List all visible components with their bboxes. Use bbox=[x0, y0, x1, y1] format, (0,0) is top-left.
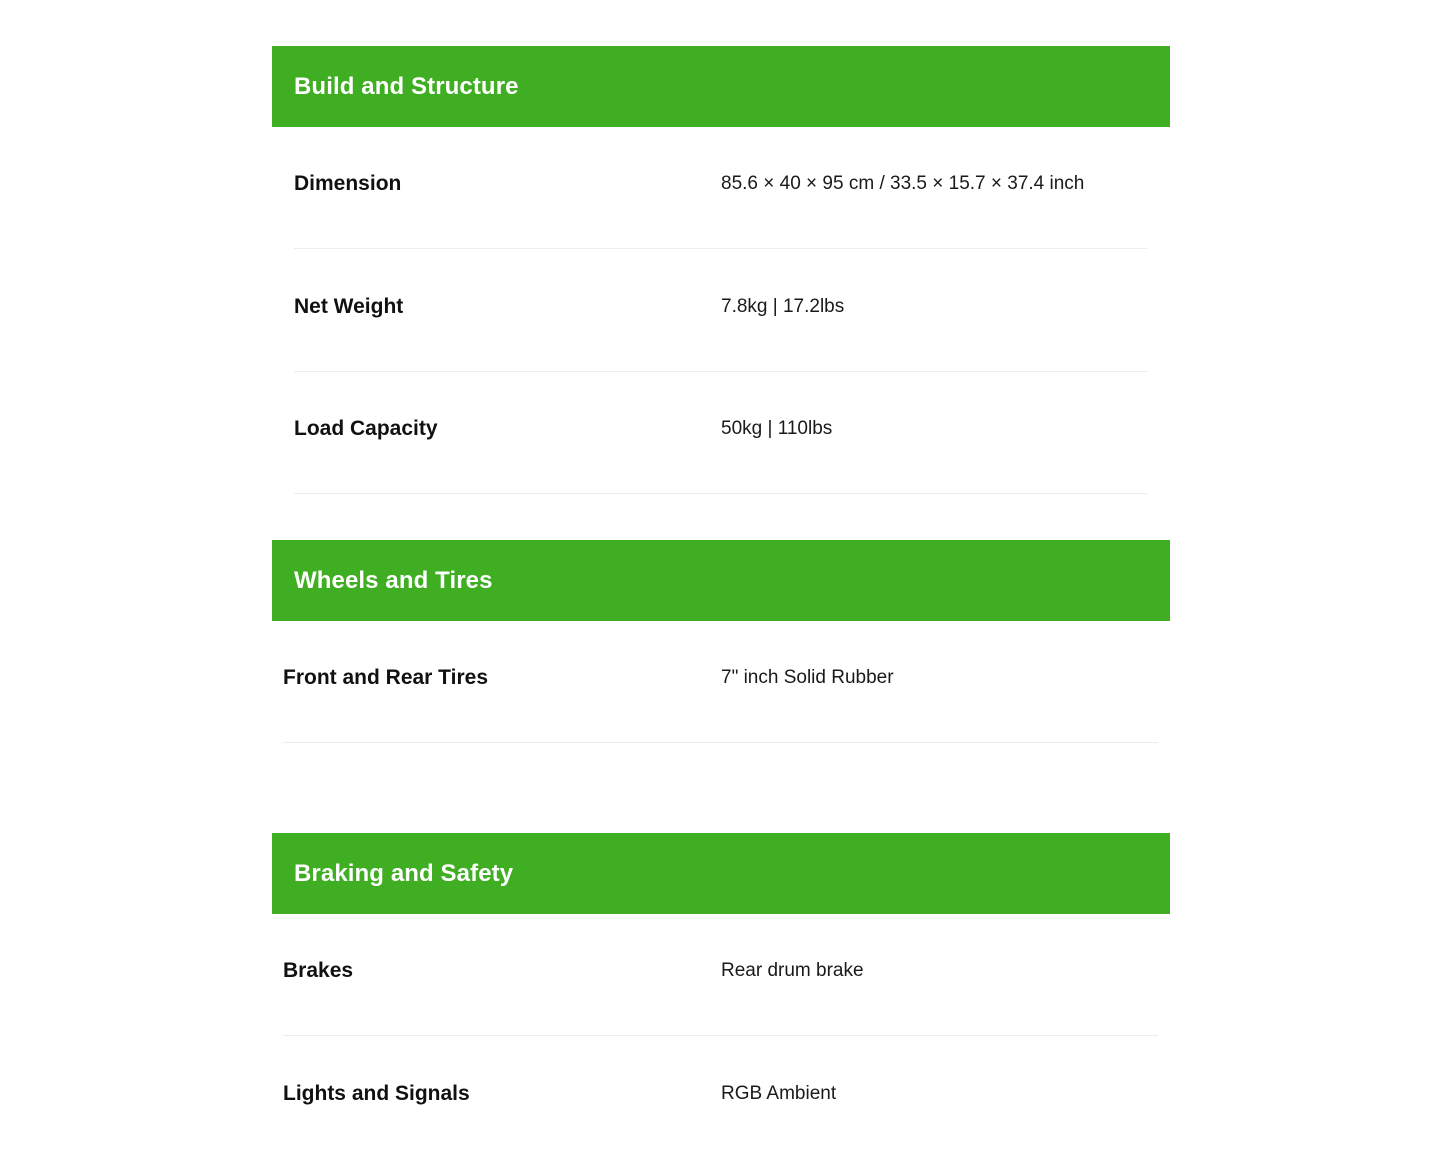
spec-label: Net Weight bbox=[294, 295, 404, 318]
spec-row-net-weight bbox=[294, 249, 1147, 372]
spec-label: Load Capacity bbox=[294, 417, 438, 440]
section-title: Wheels and Tires bbox=[294, 566, 493, 594]
spec-label: Dimension bbox=[294, 172, 402, 195]
section-title: Build and Structure bbox=[294, 72, 519, 100]
spec-row-dimension bbox=[294, 126, 1147, 249]
spec-label: Brakes bbox=[283, 959, 354, 982]
spec-value: Rear drum brake bbox=[721, 960, 864, 981]
spec-value: 7" inch Solid Rubber bbox=[721, 667, 894, 688]
spec-value: 85.6 × 40 × 95 cm / 33.5 × 15.7 × 37.4 inch bbox=[721, 173, 1085, 194]
section-header-wheels-and-tires bbox=[272, 540, 1170, 621]
spec-value: RGB Ambient bbox=[721, 1083, 837, 1104]
spec-label: Lights and Signals bbox=[283, 1082, 470, 1105]
spec-value: 7.8kg | 17.2lbs bbox=[721, 296, 845, 317]
spec-row-load-capacity bbox=[294, 371, 1147, 494]
section-title: Braking and Safety bbox=[294, 859, 514, 887]
spec-label: Front and Rear Tires bbox=[283, 666, 488, 689]
spec-row-brakes bbox=[283, 913, 1158, 1036]
section-header-braking-and-safety bbox=[272, 833, 1170, 914]
section-header-build-and-structure bbox=[272, 46, 1170, 127]
spec-row-lights-and-signals bbox=[283, 1036, 1158, 1159]
spec-row-front-and-rear-tires bbox=[283, 620, 1158, 743]
spec-value: 50kg | 110lbs bbox=[721, 418, 833, 439]
